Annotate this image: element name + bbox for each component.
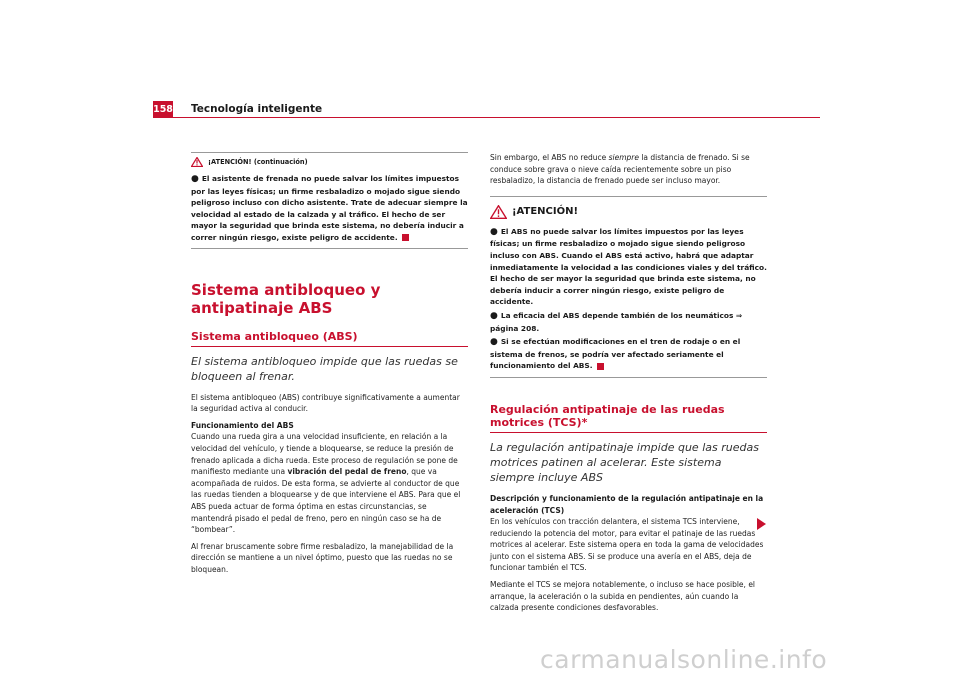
abs-function-text: Cuando una rueda gira a una velocidad insuficiente, en relación a la velocidad del vehículo, y tiende a bloquearse, se reduce la presión de frenado aplicada a dicha rueda. Este proceso de regulación se pone de manifiesto mediante una vibración del pedal de freno, que va acompañada de ruidos. De esta forma, se advierte al conductor de que las ruedas tienden a bloquearse y de que interviene el ABS. Para que el ABS pueda actuar de forma óptima en estas circunstancias, se mantendrá pisado el pedal de freno, pero en ningún caso se ha de “bombear”. <box>191 432 461 535</box>
page-number: 158 <box>153 101 173 118</box>
tcs-paragraph-2: Mediante el TCS se mejora notablemente, o incluso se hace posible, el arranque, la aceleración o la subida en pendientes, aún cuando la calzada presente condiciones desfavorables. <box>490 580 756 613</box>
abs-function-heading: Funcionamiento del ABS <box>191 420 294 430</box>
subsection-rule <box>490 432 767 433</box>
warning-box <box>490 196 767 378</box>
bullet-icon: ● <box>191 174 199 184</box>
page-header <box>153 101 820 119</box>
next-page-arrow-icon <box>757 518 766 530</box>
warning-triangle-icon <box>490 205 507 219</box>
abs-intro: El sistema antibloqueo (ABS) contribuye significativamente a aumentar la seguridad activa al conducir. <box>191 392 460 414</box>
header-rule <box>153 117 820 118</box>
end-mark-icon <box>597 363 604 370</box>
warning-item-3: ● Si se efectúan modificaciones en el tren de rodaje o en el sistema de frenos, se podría ver afectado seriamente el funcionamiento del ABS. <box>490 337 741 371</box>
tcs-paragraph-1: En los vehículos con tracción delantera, el sistema TCS interviene, reduciendo la potencia del motor, para evitar el patinaje de las ruedas motrices al acelerar. Este sistema opera en toda la gama de velocidades junto con el sistema ABS. Si se produce una avería en el ABS, deja de funcionar también el TCS. <box>490 517 764 573</box>
subsection-rule <box>191 346 468 347</box>
warning-box-continued <box>191 152 468 249</box>
warning-item-1: ● El ABS no puede salvar los límites impuestos por las leyes físicas; un firme resbaladizo o mojado sigue siendo peligroso incluso con ABS. Cuando el ABS está activo, habrá que adaptar inmediatamente la velocidad a las condiciones viales y del tráfico. El hecho de ser mayor la seguridad que brinda este sistema, no debería inducir a correr ningún riesgo, existe peligro de accidente. <box>490 226 767 307</box>
abs-paragraph-2: Al frenar bruscamente sobre firme resbaladizo, la manejabilidad de la dirección se mantiene a un nivel óptimo, puesto que las ruedas no se bloquean. <box>191 541 454 574</box>
warning-header <box>490 205 767 219</box>
watermark: carmanualsonline.info <box>540 645 828 674</box>
warning-triangle-icon <box>191 157 203 167</box>
section-title: Sistema antibloqueo y antipatinaje ABS <box>191 280 381 317</box>
subsection-title-abs: Sistema antibloqueo (ABS) <box>191 329 358 343</box>
warning-item-2: ● La eficacia del ABS depende también de los neumáticos ⇒ página 208. <box>490 310 743 333</box>
bullet-icon: ● <box>490 310 498 321</box>
end-mark-icon <box>402 234 409 241</box>
tcs-heading: Descripción y funcionamiento de la regulación antipatinaje en la aceleración (TCS) <box>490 493 764 515</box>
warning-text: ● El asistente de frenada no puede salvar los límites impuestos por las leyes físicas; un firme resbaladizo o mojado sigue siendo peligroso incluso con dicho asistente. Trate de adecuar siempre la velocidad al estado de la calzada y al tráfico. El hecho de ser mayor la seguridad que brinda este sistema, no debería inducir a correr ningún riesgo, existe peligro de accidente. <box>191 174 468 242</box>
tcs-lead: La regulación antipatinaje impide que las ruedas motrices patinen al acelerar. Este sistema siempre incluye ABS <box>490 440 759 484</box>
warning-title: ¡ATENCIÓN! (continuación) <box>208 158 308 166</box>
abs-distance-text: Sin embargo, el ABS no reduce siempre la distancia de frenado. Si se conduce sobre grava o nieve caída recientemente sobre un piso resbaladizo, la distancia de frenado puede ser incluso mayor. <box>490 153 750 186</box>
subsection-title-tcs: Regulación antipatinaje de las ruedas motrices (TCS)* <box>490 402 725 429</box>
bullet-icon: ● <box>490 226 498 237</box>
warning-header <box>191 157 468 167</box>
left-column <box>191 152 468 575</box>
page-title: Tecnología inteligente <box>191 103 323 115</box>
abs-lead: El sistema antibloqueo impide que las ruedas se bloqueen al frenar. <box>191 354 458 383</box>
right-column <box>490 152 767 614</box>
bullet-icon: ● <box>490 337 498 348</box>
warning-title: ¡ATENCIÓN! <box>512 206 579 218</box>
